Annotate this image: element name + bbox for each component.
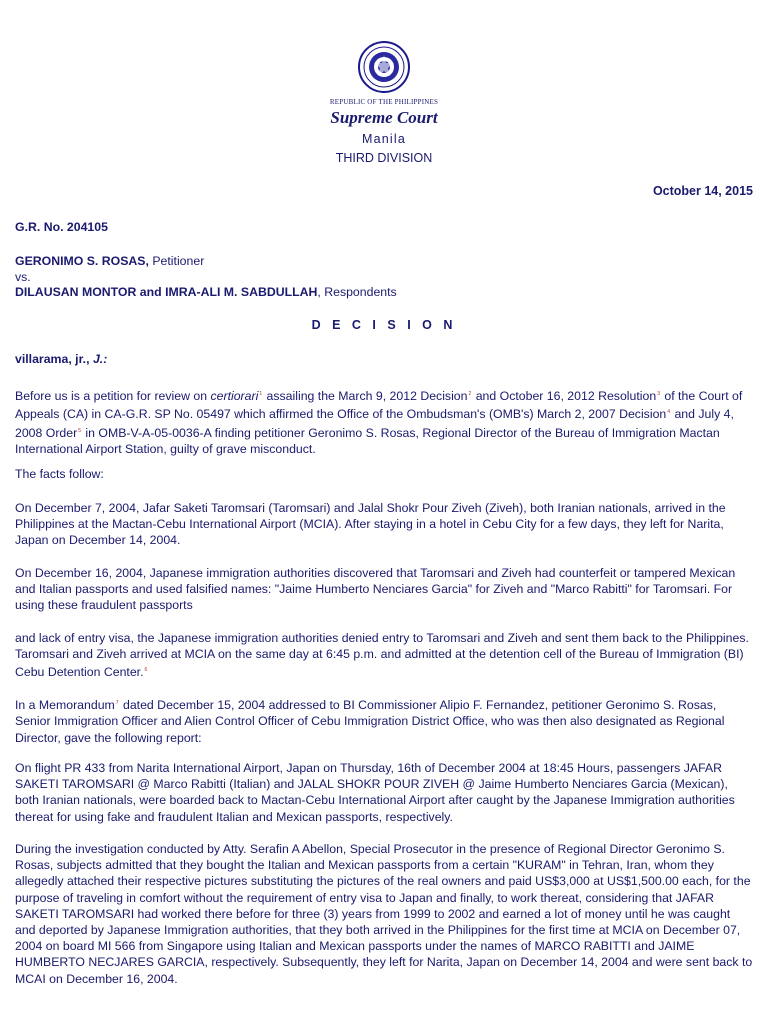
footnote-link[interactable]: 5 [78, 427, 81, 434]
p6-text-b: dated December 15, 2004 addressed to BI Commissioner Alipio F. Fernandez, petitioner Geronimo S. Rosas, Senior Immigration Officer and Alien Control Officer of Cebu Immigration District Office, who was then also designated as Regional Director, gave the following report: [15, 698, 725, 745]
respondent-names: DILAUSAN MONTOR and IMRA-ALI M. SABDULLAH [15, 285, 318, 299]
p5-text: and lack of entry visa, the Japanese immigration authorities denied entry to Taromsari and Ziveh and sent them back to the Philippines. Taromsari and Ziveh arrived at MCIA on the same day at 6:45 p.m. and admitted at the detention cell of the Bureau of Immigration (BI) Cebu Detention Center. [15, 631, 749, 680]
p1-italic: certiorari [210, 389, 259, 404]
paragraph-5 [15, 630, 753, 681]
paragraph-4 [15, 565, 753, 614]
p8-text: During the investigation conducted by Atty. Serafin A Abellon, Special Prosecutor in the presence of Regional Director Geronimo S. Rosas, subjects admitted that they bought the Italian and Mexican passports from a certain "KURAM" in Tehran, Iran, whom they allegedly attached their respective pictures substituting the pictures of the real owners and paid US$3,000 at US$1,500.00 each, for the purpose of traveling in comfort without the requirement of entry visa to Japan and finally, to work thereat, considering that JAFAR SAKETI TAROMSARI had worked there before for three (3) years from 1999 to 2002 and earned a lot of money until he was caught and deported by Japanese Immigration authorities, that they both arrived in the Philippines for the first time at MCIA on December 07, 2004 on board MI 566 from Singapore using Italian and Mexican passports under the names of MARCO RABITTI and JAIME HUMBERTO NECJARES GARCIA, respectively. Subsequently, they left for Narita, Japan on December 14, 2004 and were sent back to MCAI on December 16, 2004. [15, 842, 753, 986]
respondent-role: , Respondents [317, 285, 397, 299]
p2-text: The facts follow: [15, 467, 104, 481]
respondent-line [15, 285, 753, 299]
paragraph-8 [15, 841, 753, 987]
p1-text-a: Before us is a petition for review on [15, 389, 211, 404]
petitioner-line [15, 254, 753, 268]
ponente-suffix: J.: [92, 352, 108, 366]
republic-heading: REPUBLIC OF THE PHILIPPINES [329, 98, 439, 106]
p3-text: On December 7, 2004, Jafar Saketi Taromsari (Taromsari) and Jalal Shokr Pour Ziveh (Ziveh), both Iranian nationals, arrived in the Philippines at the Mactan-Cebu International Airport (MCIA). After staying in a hotel in Cebu City for a few days, they left for Narita, Japan on December 14, 2004. [15, 501, 726, 548]
paragraph-3 [15, 500, 753, 549]
p6-text-a: In a Memorandum [15, 698, 115, 713]
supreme-court-seal-icon [358, 41, 410, 93]
petitioner-name: GERONIMO S. ROSAS, [15, 254, 149, 268]
paragraph-1 [15, 386, 753, 457]
paragraph-2 [15, 466, 753, 482]
p1-text-f: in OMB-V-A-05-0036-A finding petitioner Geronimo S. Rosas, Regional Director of the Bureau of Immigration Mactan International Airport Station, guilty of grave misconduct. [15, 425, 720, 456]
footnote-link[interactable]: 2 [468, 391, 472, 397]
petitioner-role: Petitioner [148, 254, 205, 268]
ponente-name: villarama, jr., [15, 352, 93, 366]
city-heading: Manila [361, 132, 407, 146]
p7-text: On flight PR 433 from Narita International Airport, Japan on Thursday, 16th of December 2004 at 18:45 Hours, passengers JAFAR SAKETI TAROMSARI @ Marco Rabitti (Italian) and JALAL SHOKR POUR ZIVEH @ Jaime Humberto Nenciares Garcia (Mexican), both Iranian nationals, were boarded back to Mactan-Cebu International Airport after caught by the Japanese Immigration authorities thereat for using fake and fraudulent Italian and Mexican passports, respectively. [15, 761, 735, 824]
p1-text-d: of the Court of Appeals (CA) in CA-G.R. SP No. 05497 which affirmed the Office of the Ombudsman's (OMB's) March 2, 2007 Decision [15, 389, 743, 422]
p1-text-b: assailing the March 9, 2012 Decision [263, 389, 468, 404]
p4-text: On December 16, 2004, Japanese immigration authorities discovered that Taromsari and Ziveh had counterfeit or tampered Mexican and Italian passports and used falsified names: "Jaime Humberto Nenciares Garcia" for Ziveh and "Marco Rabitti" for Taromsari. For using these fraudulent passports [15, 566, 736, 613]
paragraph-6 [15, 695, 753, 746]
court-heading: Supreme Court [330, 108, 438, 127]
versus: vs. [15, 270, 31, 284]
case-number: G.R. No. 204105 [15, 220, 108, 234]
footnote-link[interactable]: 4 [667, 409, 671, 416]
p1-text-c: and October 16, 2012 Resolution [472, 389, 657, 404]
footnote-link[interactable]: 6 [144, 667, 148, 674]
p1-text-e: and July 4, 2008 Order [15, 407, 734, 440]
footnote-link[interactable]: 3 [657, 391, 660, 397]
decision-date: October 14, 2015 [652, 184, 753, 198]
division-heading: THIRD DIVISION [335, 151, 433, 165]
footnote-link[interactable]: 7 [115, 700, 119, 706]
ponente [15, 352, 753, 366]
decision-title: D E C I S I O N [311, 318, 457, 332]
footnote-link[interactable]: 1 [259, 391, 263, 397]
paragraph-7 [15, 760, 753, 825]
